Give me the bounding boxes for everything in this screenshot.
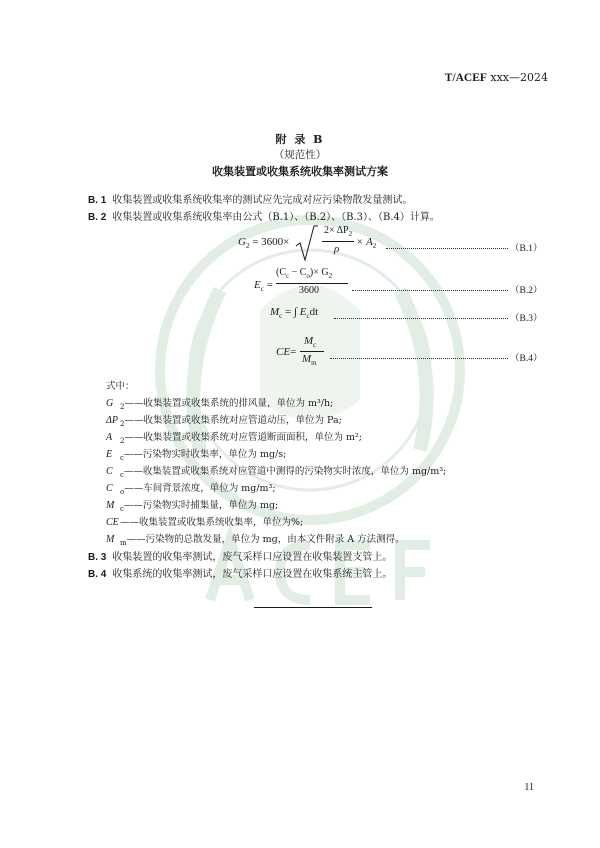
definition-item: C $_c$——收集装置或收集系统对应管道中测得的污染物实时浓度，单位为 mg/m³; xyxy=(106,466,447,479)
standard-code: T/ACEF xxx—2024 xyxy=(444,71,548,84)
clause-b2: B. 2 收集装置或收集系统收集率由公式（B.1）、（B.2）、（B.3）、（B.4）计算。 xyxy=(88,212,440,223)
equation-b2-fraction-bar xyxy=(276,283,348,284)
equation-b1-label: （B.1） xyxy=(510,244,543,254)
equation-b1-lhs: $G_2 = 3600\times$ xyxy=(238,236,290,251)
clause-b4: B. 4 收集系统的收集率测试，废气采样口应设置在收集系统主管上。 xyxy=(88,569,393,580)
equation-b4-label: （B.4） xyxy=(510,354,543,364)
leader-dots xyxy=(352,290,508,291)
equation-b3: $M_c$ = ∫ $E_cdt$ xyxy=(270,306,319,321)
equation-b2-lhs: $E_c$ = xyxy=(254,279,273,294)
where-label: 式中： xyxy=(106,381,135,392)
equation-b1-numerator: $2\times \Delta P_2$ xyxy=(324,225,353,238)
definition-item: C $_o$——车间背景浓度，单位为 mg/m³; xyxy=(106,483,276,496)
equation-b4-denominator: $M_m$ xyxy=(302,353,317,368)
equation-b1-fraction-bar xyxy=(322,241,354,242)
equation-b4-numerator: $M_c$ xyxy=(304,335,317,350)
clause-b3: B. 3 收集装置的收集率测试，废气采样口应设置在收集装置支管上。 xyxy=(88,552,393,563)
equation-b4-fraction-bar xyxy=(300,351,324,352)
equation-b4-lhs: CE= xyxy=(276,346,297,358)
equation-b3-label: （B.3） xyxy=(510,314,543,324)
leader-dots xyxy=(334,318,508,319)
clause-b1: B. 1 收集装置或收集系统收集率的测试应先完成对应污染物散发量测试。 xyxy=(88,195,413,206)
appendix-nature: （规范性） xyxy=(273,149,327,161)
appendix-title: 附 录 B xyxy=(275,133,325,146)
end-separator-line xyxy=(254,607,372,608)
leader-dots xyxy=(386,248,508,249)
definition-item: G $_2$——收集装置或收集系统的排风量，单位为 m³/h; xyxy=(106,398,334,411)
leader-dots xyxy=(330,358,508,359)
sqrt-sign xyxy=(294,224,318,264)
equation-b2-numerator: $(C_c - C_o)\times G_2$ xyxy=(276,267,333,280)
definition-item: CE——收集装置或收集系统收集率，单位为%; xyxy=(106,517,304,528)
definition-item: M $_c$——污染物实时捕集量，单位为 mg; xyxy=(106,500,279,513)
definition-item: ΔP $_2$——收集装置或收集系统对应管道动压，单位为 Pa; xyxy=(106,415,342,428)
definition-item: M $_m$——污染物的总散发量，单位为 mg，由本文件附录 A 方法测得。 xyxy=(106,534,405,547)
equation-b1-tail: × $A_2$ xyxy=(356,236,377,251)
equation-b1-denominator: ρ xyxy=(334,243,340,255)
equation-b2-label: （B.2） xyxy=(510,286,543,296)
definition-item: E $_c$——污染物实时收集率，单位为 mg/s; xyxy=(106,449,287,462)
definition-item: A $_2$——收集装置或收集系统对应管道断面面积，单位为 m²; xyxy=(106,432,363,445)
equation-b2-denominator: 3600 xyxy=(299,285,319,296)
page-number: 11 xyxy=(524,782,534,793)
appendix-name: 收集装置或收集系统收集率测试方案 xyxy=(212,165,388,178)
